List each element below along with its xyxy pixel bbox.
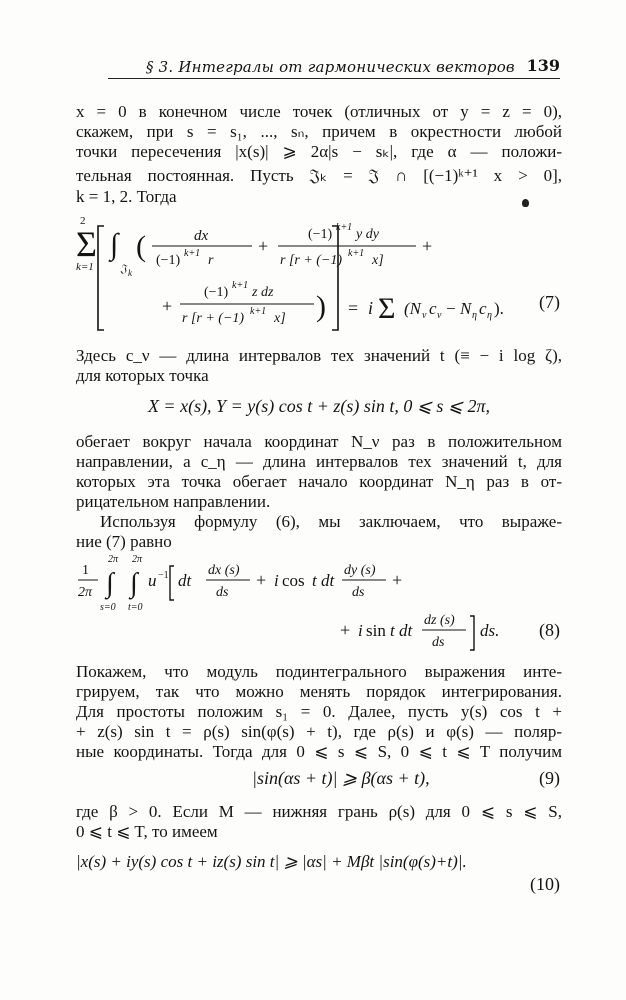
svg-text:k: k (128, 268, 132, 278)
text-line: где β > 0. Если M — нижняя грань ρ(s) для 0 ⩽ s ⩽ S, (76, 802, 562, 821)
svg-text:i: i (274, 571, 279, 590)
svg-text:(N: (N (404, 299, 421, 318)
svg-text:2π: 2π (78, 585, 93, 600)
text-line: ные координаты. Тогда для 0 ⩽ s ⩽ S, 0 ⩽ t ⩽ T получим (76, 742, 562, 761)
svg-text:k+1: k+1 (232, 280, 249, 291)
text-line: Покажем, что модуль подинтегрального выражения инте- (76, 662, 562, 681)
svg-text:r: r (208, 253, 214, 268)
svg-text:2π: 2π (132, 554, 143, 565)
svg-text:+: + (256, 570, 267, 590)
svg-text:=: = (348, 298, 359, 318)
equation-number: (7) (539, 292, 560, 312)
text-line: направлении, а c_η — длина интервалов тех значений t, для (76, 452, 562, 471)
svg-text:+: + (422, 236, 433, 256)
equation-8-integral (76, 552, 566, 652)
svg-text:y dy: y dy (356, 227, 379, 242)
svg-text:(−1): (−1) (308, 227, 333, 242)
display-equation: |x(s) + iy(s) cos t + iz(s) sin t| ⩾ |αs| + Mβt |sin(φ(s)+t)|. (76, 852, 467, 871)
text-line: Используя формулу (6), мы заключаем, что выраже- (100, 512, 562, 531)
ink-speck (522, 199, 529, 207)
text-line: обегает вокруг начала координат N_ν раз в положительном (76, 432, 562, 451)
svg-text:ds: ds (432, 635, 445, 650)
svg-text:−1: −1 (158, 570, 169, 581)
svg-text:dx (s): dx (s) (208, 563, 240, 578)
text-line: которых эта точка обегает начало координат N_η раз в от- (76, 472, 562, 491)
svg-text:dt: dt (178, 571, 192, 590)
svg-text:i: i (368, 298, 374, 318)
svg-text:t=0: t=0 (128, 602, 143, 613)
svg-text:k=1: k=1 (76, 261, 94, 273)
equation-number: (9) (539, 768, 560, 788)
svg-text:1: 1 (82, 563, 89, 578)
text-line: 0 ⩽ t ⩽ T, то имеем (76, 822, 218, 841)
svg-text:z dz: z dz (252, 285, 274, 300)
svg-text:c: c (479, 299, 487, 318)
svg-text:r [r + (−1): r [r + (−1) (280, 253, 343, 268)
svg-text:): ) (316, 290, 326, 323)
page-number: 139 (526, 56, 560, 75)
svg-text:k+1: k+1 (250, 306, 267, 317)
svg-text:dx: dx (194, 228, 209, 244)
svg-text:ds: ds (352, 585, 365, 600)
equation-number: (8) (539, 620, 560, 640)
svg-text:η: η (472, 310, 477, 321)
svg-text:∫: ∫ (110, 228, 119, 261)
text-line: + z(s) sin t = ρ(s) sin(φ(s) + t), где ρ(s) и φ(s) — поляр- (76, 722, 562, 741)
text-line: ние (7) равно (76, 532, 172, 551)
svg-text:t dt: t dt (312, 571, 335, 590)
running-title: § 3. Интегралы от гармонических векторов (146, 58, 515, 76)
svg-text:𝔍: 𝔍 (120, 263, 127, 275)
svg-text:N: N (460, 299, 472, 318)
svg-text:Σ: Σ (378, 292, 396, 325)
text-line: рицательном направлении. (76, 492, 271, 511)
svg-text:∫: ∫ (130, 568, 138, 599)
svg-text:k+1: k+1 (336, 222, 353, 233)
svg-text:x]: x] (274, 311, 286, 326)
text-line: x = 0 в конечном числе точек (отличных от y = z = 0), (76, 102, 562, 121)
svg-text:η: η (487, 310, 492, 321)
svg-text:t dt: t dt (390, 621, 413, 640)
svg-text:(−1): (−1) (156, 253, 181, 268)
svg-text:s=0: s=0 (100, 602, 116, 613)
svg-text:x]: x] (372, 253, 384, 268)
svg-text:ds: ds (216, 585, 229, 600)
svg-text:+: + (162, 296, 173, 316)
text-line: скажем, при s = s₁, ..., sₙ, причем в окрестности любой (76, 122, 562, 141)
svg-text:c: c (429, 299, 437, 318)
svg-text:ν: ν (437, 310, 442, 321)
svg-text:).: ). (494, 299, 504, 318)
text-line: точки пересечения |x(s)| ⩾ 2α|s − sₖ|, где α — положи- (76, 142, 562, 161)
svg-text:cos: cos (282, 571, 305, 590)
text-line: Для простоты положим s₁ = 0. Далее, пусть y(s) cos t + (76, 702, 562, 721)
svg-text:+: + (340, 620, 351, 640)
svg-text:−: − (446, 299, 456, 318)
svg-text:(−1): (−1) (204, 285, 229, 300)
svg-text:dz (s): dz (s) (424, 613, 455, 628)
text-line: тельная постоянная. Пусть 𝔍ₖ = 𝔍 ∩ [(−1)ᵏ⁺¹ x > 0], (76, 166, 562, 185)
svg-text:Σ: Σ (76, 224, 97, 264)
svg-text:(: ( (136, 230, 146, 263)
svg-text:ν: ν (422, 310, 427, 321)
page-header (108, 52, 560, 79)
text-line: для которых точка (76, 366, 209, 385)
display-equation: X = x(s), Y = y(s) cos t + z(s) sin t, 0 ⩽ s ⩽ 2π, (147, 396, 491, 416)
svg-text:k+1: k+1 (184, 248, 201, 259)
svg-text:ds.: ds. (480, 621, 500, 640)
svg-text:2: 2 (80, 215, 86, 227)
svg-text:r [r + (−1): r [r + (−1) (182, 311, 245, 326)
equation-7-integral (76, 212, 566, 332)
svg-text:2π: 2π (108, 554, 119, 565)
text-line: Здесь c_ν — длина интервалов тех значений t (≡ − i log ζ), (76, 346, 562, 365)
svg-text:+: + (258, 236, 269, 256)
display-equation: |sin(αs + t)| ⩾ β(αs + t), (252, 768, 430, 788)
svg-text:k+1: k+1 (348, 248, 365, 259)
svg-text:u: u (148, 571, 157, 590)
text-line: k = 1, 2. Тогда (76, 187, 177, 206)
svg-text:+: + (392, 570, 403, 590)
text-line: грируем, так что можно менять порядок интегрирования. (76, 682, 562, 701)
svg-text:sin: sin (366, 621, 386, 640)
svg-text:dy (s): dy (s) (344, 563, 376, 578)
svg-text:i: i (358, 621, 363, 640)
svg-text:∫: ∫ (106, 568, 114, 599)
equation-number: (10) (530, 874, 560, 894)
